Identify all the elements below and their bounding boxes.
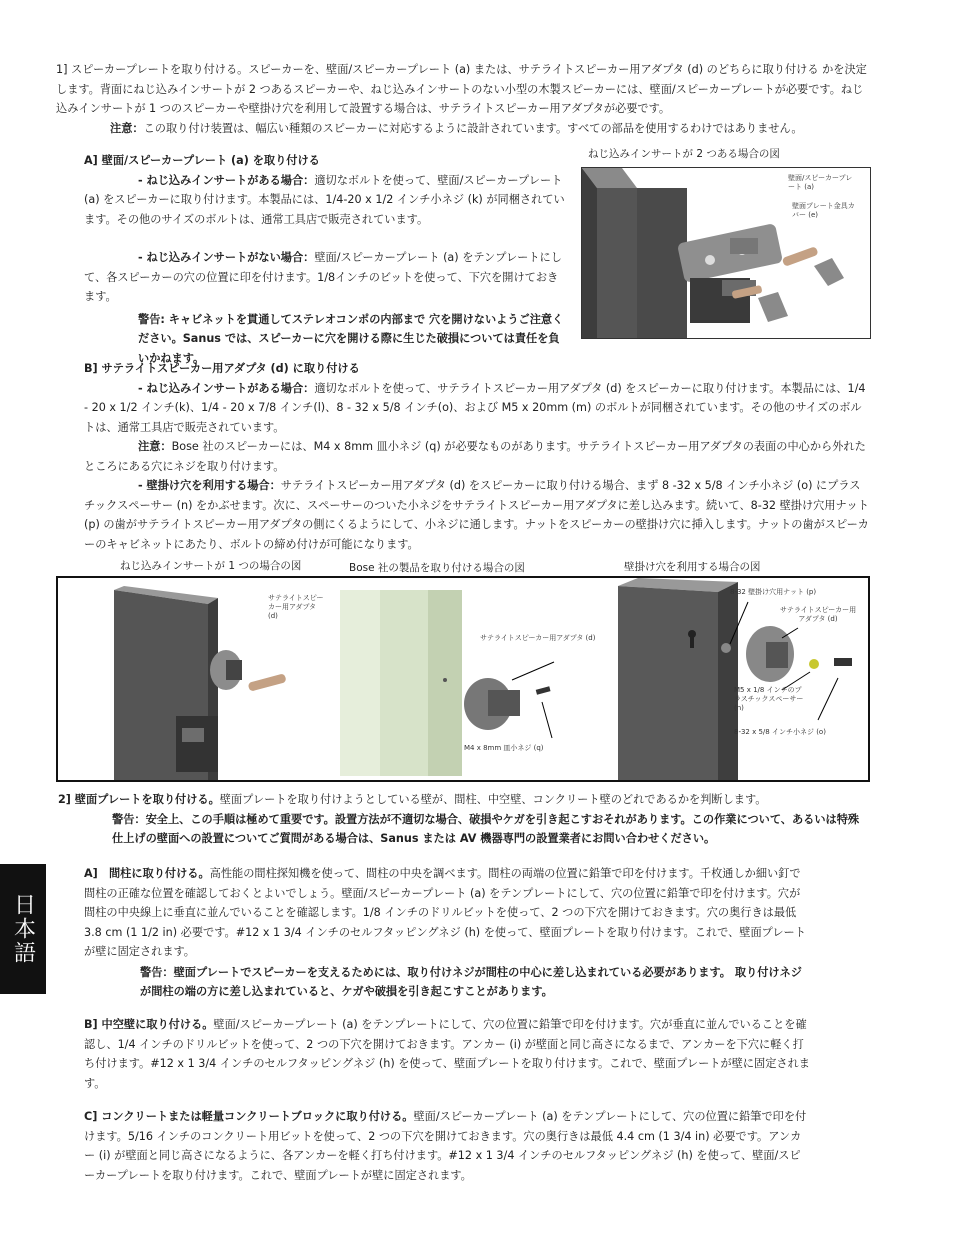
- figure4-label-o: 8-32 x 5/8 インチ小ネジ (o): [734, 728, 826, 736]
- section-2: [58, 790, 870, 849]
- section-a-sub2: - ねじ込みインサートがない場合：壁面/スピーカープレート (a) をテンプレートにして、各スピーカーの穴の位置に印を付けます。1/8インチのビットを使って、下穴を開けておきます。: [84, 251, 562, 303]
- intro-note: 注意：この取り付け装置は、幅広い種類のスピーカーに対応するように設計されています。すべての部品を使用するわけではありません。: [110, 121, 803, 135]
- figures-illustration: [58, 578, 868, 780]
- section-a: [84, 151, 566, 368]
- language-tab-label: 日本語: [10, 893, 36, 965]
- language-tab: [0, 864, 46, 994]
- section-b: [84, 359, 870, 554]
- section-2-intro: 2] 壁面プレートを取り付ける。壁面プレートを取り付けようとしている壁が、間柱、中空壁、コンクリート壁のどれであるかを判断します。: [58, 793, 767, 806]
- section-a-sub1: - ねじ込みインサートがある場合：適切なボルトを使って、壁面/スピーカープレート (a) をスピーカーに取り付けます。本製品には、1/4-20 x 1/2 インチ小ネジ (k) が同梱されています。その他のサイズのボルトは、通常工具店で販売されています。: [84, 173, 565, 226]
- intro-paragraph: [56, 60, 872, 138]
- figure4-label-n: M5 x 1/8 インチのプラスチックスペーサー (n): [734, 686, 804, 712]
- figure4-caption: 壁掛け穴を利用する場合の図: [624, 561, 761, 573]
- intro-text: 1] スピーカープレートを取り付ける。スピーカーを、壁面/スピーカープレート (a) または、サテライトスピーカー用アダプタ (d) のどちらに取り付ける かを決定します。背面にねじ込みインサートが 2 つあるスピーカーや、ねじ込みインサートのない小型の木製スピーカーには、壁面/スピーカープレートが必要です。ねじ込みインサートが 1 つのスピーカーや壁掛け穴を利用して設置する場合は、サテライトスピーカー用アダプタが必要です。: [56, 63, 867, 115]
- section-b-sub1: - ねじ込みインサートがある場合：適切なボルトを使って、サテライトスピーカー用アダプタ (d) をスピーカーに取り付けます。本製品には、1/4 - 20 x 1/2 インチ(k)、1/4 - 20 x 7/8 インチ(l)、8 - 32 x 5/8 インチ(o)、および M5 x 20mm (m) のボルトが同梱されています。その他のサイズのボルトは、通常工具店で販売されています。: [84, 381, 866, 434]
- section-concrete-text: C] コンクリートまたは軽量コンクリートブロックに取り付ける。壁面/スピーカープレート (a) をテンプレートにして、穴の位置に鉛筆で印を付けます。5/16 インチのコンクリート用ビットを使って、2 つの下穴を開けておきます。穴の奥行きは最低 4.4 cm (1 3/4 in) 必要です。アンカー (i) が壁面と同じ高さになるように、各アンカーを軽く打ち付けます。#12 x 1 3/4 インチのセルフタッピングネジ (h) を使って、壁面/スピーカープレートを取り付けます。これで、壁面プレートが壁に固定されます。: [84, 1110, 807, 1182]
- section-stud: [84, 864, 810, 1002]
- section-hollow: [84, 1015, 810, 1093]
- figure2-caption: ねじ込みインサートが 1 つの場合の図: [120, 560, 302, 572]
- figure1-label-a: 壁面/スピーカープレート (a): [788, 174, 853, 191]
- section-concrete: [84, 1107, 810, 1185]
- figure2-label-d: サテライトスピーカー用アダプタ (d): [268, 594, 324, 620]
- figure1-box: [581, 167, 871, 339]
- figure1-label-e: 壁面プレート金具カバー (e): [792, 202, 855, 219]
- section-hollow-text: B] 中空壁に取り付ける。壁面/スピーカープレート (a) をテンプレートにして、穴の位置に鉛筆で印を付けます。穴が垂直に並んでいることを確認し、1/4 インチのドリルビットを使って、2 つの下穴を開けておきます。アンカー (i) が壁面と同じ高さになるまで、アンカーを下穴に軽く打ち付けます。#12 x 1 3/4 インチのセルフタッピングネジ (h) を使って、壁面プレートを取り付けます。これで、壁面プレートが壁に固定されます。: [84, 1018, 810, 1090]
- figure3-label-d: サテライトスピーカー用アダプタ (d): [480, 634, 596, 642]
- figure1-caption: ねじ込みインサートが 2 つある場合の図: [588, 148, 780, 160]
- figure3-caption: Bose 社の製品を取り付ける場合の図: [349, 562, 525, 574]
- figure4-label-p: 8-32 壁掛け穴用ナット (p): [730, 588, 817, 596]
- figure1-illustration: [582, 168, 870, 338]
- section-b-heading: B] サテライトスピーカー用アダプタ (d) に取り付ける: [84, 362, 360, 375]
- section-a-warning: 警告: キャビネットを貫通してステレオコンポの内部まで 穴を開けないようご注意ください。Sanus では、スピーカーに穴を開ける際に生じた破損については責任を負いかねます。: [138, 312, 564, 365]
- section-2-caution: 警告：安全上、この手順は極めて重要です。設置方法が不適切な場合、破損やケガを引き起こすおそれがあります。この作業について、あるいは特殊仕上げの壁面への設置についてご質問がある場合は、Sanus または AV 機器専門の設置業者にお問い合わせください。: [112, 812, 860, 845]
- section-stud-text: A] 間柱に取り付ける。高性能の間柱探知機を使って、間柱の中央を調べます。間柱の両端の位置に鉛筆で印を付けます。千枚通しか細い釘で間柱の正確な位置を確認しておくとよいでしょう。壁面/スピーカープレート (a) をテンプレートにして、穴の位置に鉛筆で印を付けます。穴が間柱の中央線上に垂直に並んでいることを確認します。1/8 インチのドリルビットを使って、2 つの下穴を開けておきます。穴の奥行きは最低 3.8 cm (1 1/2 in) 必要です。#12 x 1 3/4 インチのセルフタッピングネジ (h) を使って、壁面プレートを取り付けます。これで、壁面プレートが壁に固定されます。: [84, 867, 806, 958]
- figure3-label-q: M4 x 8mm 皿小ネジ (q): [464, 744, 544, 752]
- figure4-label-d: サテライトスピーカー用アダプタ (d): [779, 606, 857, 623]
- section-stud-warning: 警告：壁面プレートでスピーカーを支えるためには、取り付けネジが間柱の中心に差し込まれている必要があります。 取り付けネジが間柱の端の方に差し込まれていると、ケガや破損を引き起こすことがあります。: [140, 965, 802, 998]
- section-b-note: 注意：Bose 社のスピーカーには、M4 x 8mm 皿小ネジ (q) が必要なものがあります。サテライトスピーカー用アダプタの表面の中心から外れたところにある穴にネジを取り付けます。: [84, 440, 866, 473]
- figures-box: [56, 576, 870, 782]
- section-b-sub2: - 壁掛け穴を利用する場合：サテライトスピーカー用アダプタ (d) をスピーカーに取り付ける場合、まず 8 -32 x 5/8 インチ小ネジ (o) にプラスチックスペーサー (n) をかぶせます。次に、スペーサーのついた小ネジをサテライトスピーカー用アダプタに差し込みます。続いて、8-32 壁掛け穴用ナット (p) の歯がサテライトスピーカー用アダプタの側にくるようにして、小ネジに通します。ナットをスピーカーの壁掛け穴に挿入します。ナットの歯がスピーカーのキャビネットにあたり、ボルトの締め付けが可能になります。: [84, 479, 869, 551]
- section-a-heading: A] 壁面/スピーカープレート (a) を取り付ける: [84, 154, 320, 167]
